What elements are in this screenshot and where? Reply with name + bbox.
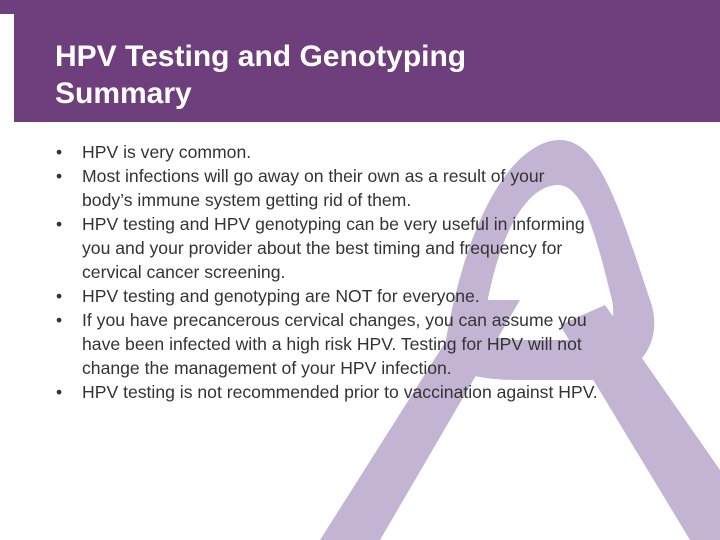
bullet-text: HPV testing is not recommended prior to vaccination against HPV. bbox=[82, 382, 598, 402]
bullet-mark: • bbox=[56, 166, 63, 186]
bullet-item bbox=[56, 284, 706, 308]
bullet-text: HPV testing and genotyping are NOT for everyone. bbox=[82, 286, 480, 306]
bullet-item bbox=[56, 380, 706, 404]
bullet-mark: • bbox=[56, 382, 63, 402]
bullet-text: Most infections will go away on their own as a result of your body’s immune system getting rid of them. bbox=[82, 166, 545, 210]
bullet-item bbox=[56, 140, 706, 164]
bullet-mark: • bbox=[56, 142, 63, 162]
bullet-mark: • bbox=[56, 214, 63, 234]
bullet-item bbox=[56, 308, 706, 380]
bullet-list bbox=[56, 140, 706, 404]
bullet-text: HPV testing and HPV genotyping can be very useful in informing you and your provider about the best timing and frequency for cervical cancer screening. bbox=[82, 214, 585, 282]
bullet-text: HPV is very common. bbox=[82, 142, 252, 162]
bullet-mark: • bbox=[56, 286, 63, 306]
bullet-text: If you have precancerous cervical changes, you can assume you have been infected with a high risk HPV. Testing for HPV will not change the management of your HPV infection. bbox=[82, 310, 587, 378]
bullet-mark: • bbox=[56, 310, 63, 330]
slide-title: HPV Testing and Genotyping Summary bbox=[55, 40, 467, 110]
bullet-item bbox=[56, 164, 706, 212]
bullet-item bbox=[56, 212, 706, 284]
